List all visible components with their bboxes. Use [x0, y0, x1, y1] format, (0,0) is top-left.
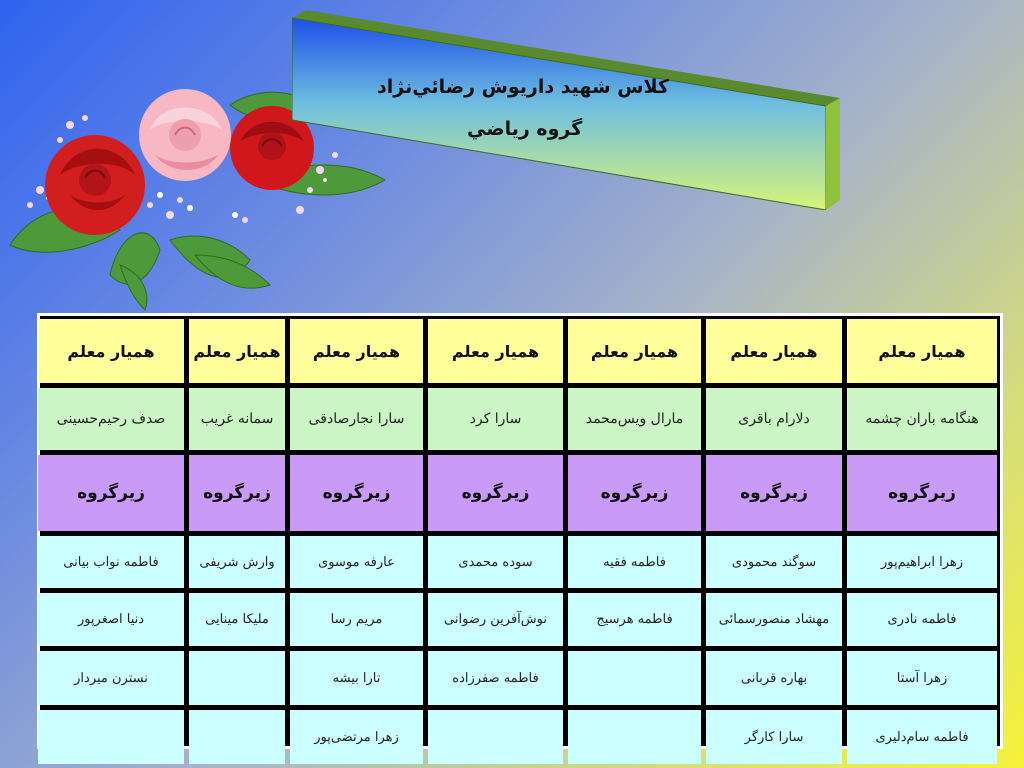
member-cell [568, 710, 701, 764]
subgroup-header-cell: زیرگروه [847, 455, 997, 531]
member-cell [189, 710, 285, 764]
assistant-name-cell: مارال ویس‌محمد [568, 388, 701, 450]
header-cell: همیار معلم [38, 319, 184, 383]
assistant-name-cell: هنگامه باران چشمه [847, 388, 997, 450]
member-cell: وارش شریفی [189, 536, 285, 588]
member-cell: سوده محمدی [428, 536, 563, 588]
assistant-name-cell: دلارام باقری [706, 388, 842, 450]
header-cell: همیار معلم [189, 319, 285, 383]
member-cell: مهشاد منصورسمائی [706, 593, 842, 646]
member-cell: فاطمه نواب بیانی [38, 536, 184, 588]
assistant-name-cell: صدف رحیم‌حسینی [38, 388, 184, 450]
member-cell: فاطمه هرسیج [568, 593, 701, 646]
member-cell: فاطمه نادری [847, 593, 997, 646]
banner-subtitle: گروه رياضي [467, 118, 583, 140]
member-cell: نوش‌آفرین رضوانی [428, 593, 563, 646]
member-cell: زهرا مرتضی‌پور [290, 710, 423, 764]
member-cell: عارفه موسوی [290, 536, 423, 588]
header-cell: همیار معلم [847, 319, 997, 383]
member-cell [428, 710, 563, 764]
subgroup-header-cell: زیرگروه [189, 455, 285, 531]
title-banner [292, 10, 842, 210]
subgroup-header-cell: زیرگروه [568, 455, 701, 531]
member-cell: سارا کارگر [706, 710, 842, 764]
assistant-name-cell: سارا نجارصادقی [290, 388, 423, 450]
member-cell: نسترن میردار [38, 651, 184, 705]
groups-table-panel [37, 313, 1003, 749]
member-cell: تارا بیشه [290, 651, 423, 705]
member-cell: سوگند محمودی [706, 536, 842, 588]
subgroup-header-cell: زیرگروه [290, 455, 423, 531]
member-cell: زهرا آستا [847, 651, 997, 705]
member-cell: دنیا اصغرپور [38, 593, 184, 646]
member-cell: فاطمه سام‌دلیری [847, 710, 997, 764]
subgroup-header-cell: زیرگروه [38, 455, 184, 531]
member-cell [38, 710, 184, 764]
groups-table [40, 316, 1000, 746]
header-cell: همیار معلم [428, 319, 563, 383]
member-cell: مریم رسا [290, 593, 423, 646]
assistant-name-cell: سارا کرد [428, 388, 563, 450]
subgroup-header-cell: زیرگروه [428, 455, 563, 531]
member-cell [189, 651, 285, 705]
banner-title: كلاس شهيد داريوش رضائي‌نژاد [377, 76, 669, 98]
subgroup-header-cell: زیرگروه [706, 455, 842, 531]
member-cell [568, 651, 701, 705]
member-cell: فاطمه فقیه [568, 536, 701, 588]
member-cell: فاطمه صفرزاده [428, 651, 563, 705]
member-cell: بهاره قربانی [706, 651, 842, 705]
member-cell: زهرا ابراهیم‌پور [847, 536, 997, 588]
member-cell: ملیکا مینایی [189, 593, 285, 646]
header-cell: همیار معلم [290, 319, 423, 383]
header-cell: همیار معلم [568, 319, 701, 383]
header-cell: همیار معلم [706, 319, 842, 383]
assistant-name-cell: سمانه غریب [189, 388, 285, 450]
